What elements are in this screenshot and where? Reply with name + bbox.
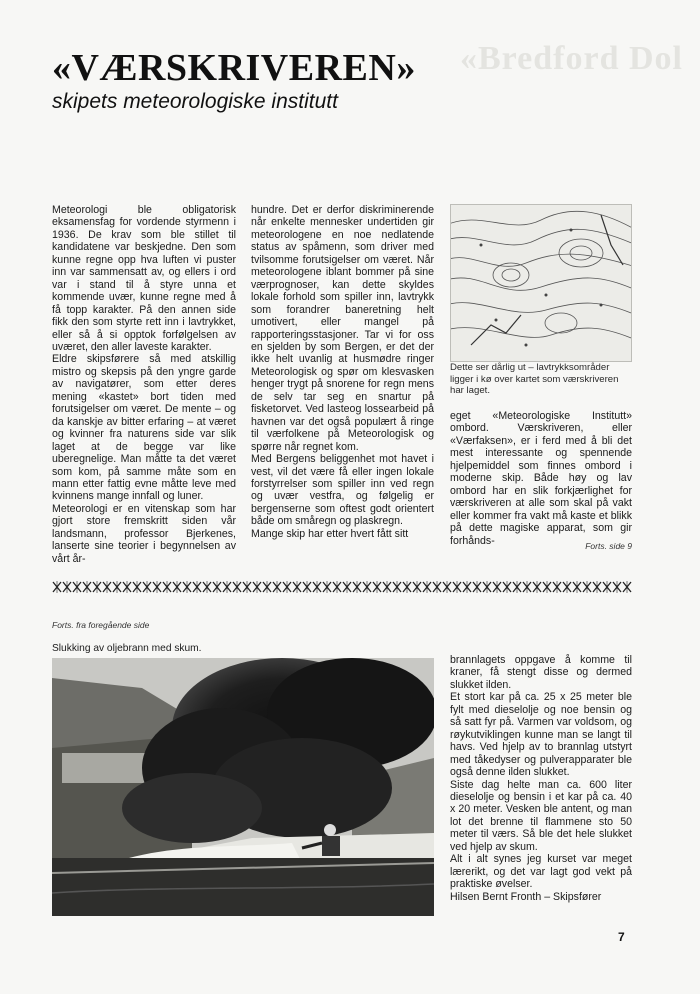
oil-fire-photo <box>52 658 434 916</box>
paragraph: brannlagets oppgave å komme til kraner, få stengt disse og dermed slukket ilden. <box>450 654 632 691</box>
continued-from-note: Forts. fra foregående side <box>52 620 150 630</box>
paragraph: Alt i alt synes jeg kurset var meget lærerikt, og det var lagt god vekt på praktiske øvelser. <box>450 853 632 891</box>
weather-map-isobars <box>451 205 631 361</box>
paragraph: Med Bergens beliggenhet mot havet i vest, vil det være få eller ingen lokale forstyrrelser som spiller inn ved regn og uvær vestfra, og følgelig er bergenserne som oftest godt orientert både om småregn og plaskregn. <box>251 453 434 528</box>
paragraph: Eldre skipsførere så med atskillig mistro og skepsis på den yngre garde av navigatører, som etter deres mening «kastet» bort tiden med forutsigelser om været. De mente – og da kanskje av bitter erfaring – at været og kvinner fra naturens side var slik laget at de begge var like uberegnelige. Man måtte ta det været som kom, på samme måte som en mann etter fattig evne måtte leve med kvinnens mange innfall og luner. <box>52 353 236 503</box>
map-caption: Dette ser dårlig ut – lavtrykksområder ligger i kø over kartet som værskriveren har laget. <box>450 362 619 397</box>
signature: Hilsen Bernt Fronth – Skipsfører <box>450 890 602 903</box>
article-column-fire <box>450 654 632 903</box>
paragraph: hundre. Det er derfor diskriminerende når enkelte mennesker undertiden gir meteorologene en noe nedlatende status av spåmenn, som driver med tvilsomme forutsigelser om været. Når meteorologene iblant bommer på sine værprognoser, kan dette skyldes lokale forhold som spiller inn, lavtrykk som forandrer baneretning helt umotivert, eller mangel på rapporteringsstasjoner. Tar vi for oss en sjelden by som Bergen, er det der ikke helt uvanlig at husmødre ringer Meteorologisk og spør om klesvasken henger trygt på snorene for regn mens de selv tar seg en snartur på fisketorvet. Ved lasteog lossearbeid på havnen var det også populært å ringe til værfolkene på Meteorologisk og spørre når regnet kom. <box>251 204 434 453</box>
paragraph: eget «Meteorologiske Institutt» ombord. Værskriveren, eller «Værfaksen», er i ferd med å bli det mest interessante og spennende hjelpemiddel som finnes ombord i moderne skip. Både høy og lav ombord har en slik forkjærlighet for værskriveren at alle som skal på vakt eller kommer fra vakt må kaste et blikk på dette magiske apparat, som gir forhånds- <box>450 410 632 547</box>
oil-fire-photo-drawing <box>52 658 434 916</box>
decorative-divider <box>52 580 632 594</box>
paragraph: Meteorologi er en vitenskap som har gjort store fremskritt siden vår landsmann, professor Bjerkenes, lanserte sine teorier i begynnelsen av vårt år- <box>52 502 236 565</box>
continued-note: Forts. side 9 <box>585 541 632 551</box>
photo-caption: Slukking av oljebrann med skum. <box>52 643 202 654</box>
article-title: «VÆRSKRIVEREN» <box>52 47 416 89</box>
divider-pattern <box>52 580 632 594</box>
paragraph: Meteorologi ble obligatorisk eksamensfag for vordende styrmenn i 1936. De krav som ble stillet til kandidatene var beskjedne. Den som kunne regne opp hva luften vi puster inn var sammensatt av, og ellers i ord var i stand til å styre unna et kommende uvær, kunne regne med å få topp karakter. På den annen side fikk den som styrte rett inn i lavtrykket, eller så å si opptok forfølgelsen av uværet, den aller laveste karakter. <box>52 204 236 353</box>
weather-map-image <box>450 204 632 362</box>
paragraph: Mange skip har etter hvert fått sitt <box>251 527 409 540</box>
ghost-heading-bleedthrough: «Bredford Dol <box>460 40 683 77</box>
article-column-3 <box>450 410 632 547</box>
paragraph: Siste dag helte man ca. 600 liter dieselolje og bensin i et kar på ca. 40 x 20 meter. Vesken ble antent, og man lot det brenne til flammene sto 50 meter til værs. Så ble det hele slukket ved hjelp av skum. <box>450 778 632 853</box>
paragraph: Et stort kar på ca. 25 x 25 meter ble fylt med dieselolje og noe bensin og så satt fyr på. Varmen var voldsom, og røykutviklingen kunne man se langt til havs. Ved hjelp av to brannlag utstyrt med tåkedyser og pulverapparater ble også denne ilden slukket. <box>450 691 632 779</box>
article-subtitle: skipets meteorologiske institutt <box>52 90 338 113</box>
article-column-2 <box>251 204 434 540</box>
page-number: 7 <box>618 930 625 944</box>
article-column-1 <box>52 204 236 565</box>
